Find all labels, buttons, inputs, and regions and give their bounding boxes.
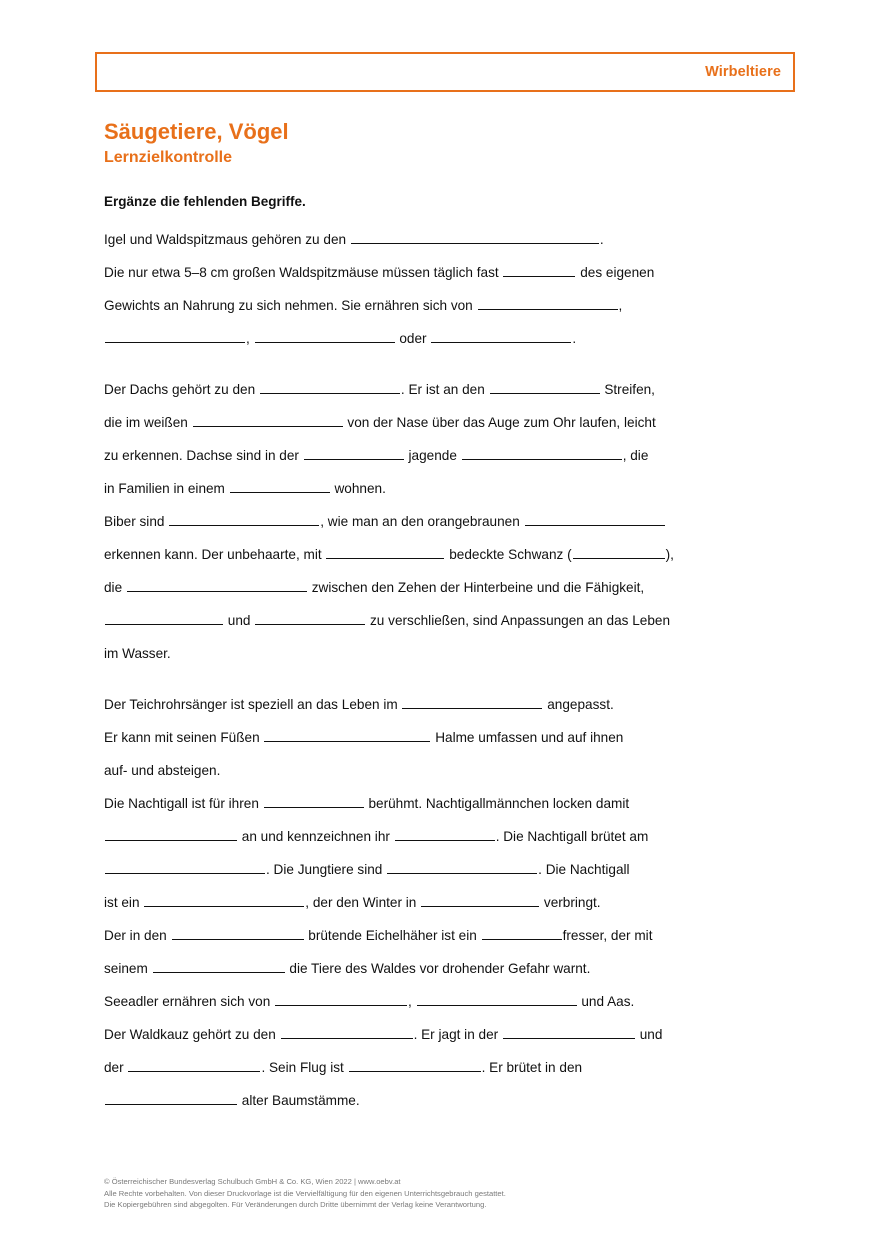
answer-blank[interactable] — [387, 859, 537, 874]
line-text: Biber sind — [104, 513, 169, 529]
line-text: . Die Nachtigall brütet am — [495, 828, 649, 844]
answer-blank[interactable] — [169, 511, 319, 526]
block-dachs-biber — [104, 373, 794, 670]
exercise-line — [104, 787, 794, 820]
answer-blank[interactable] — [490, 379, 600, 394]
line-text: zu erkennen. Dachse sind in der — [104, 447, 303, 463]
line-text: . Er jagt in der — [413, 1026, 502, 1042]
line-text: . Die Nachtigall — [538, 861, 630, 877]
instruction-text: Ergänze die fehlenden Begriffe. — [104, 193, 306, 209]
footer-line-1: © Österreichischer Bundesverlag Schulbuch GmbH & Co. KG, Wien 2022 | www.oebv.at — [104, 1177, 401, 1186]
line-text: wohnen. — [330, 480, 386, 496]
line-text: zwischen den Zehen der Hinterbeine und die Fähigkeit, — [307, 579, 645, 595]
answer-blank[interactable] — [304, 445, 404, 460]
line-text: alter Baumstämme. — [238, 1092, 360, 1108]
exercise-line — [104, 820, 794, 853]
line-text: Die Nachtigall ist für ihren — [104, 795, 263, 811]
exercise-line — [104, 571, 794, 604]
answer-blank[interactable] — [255, 610, 365, 625]
answer-blank[interactable] — [153, 958, 285, 973]
line-text: seinem — [104, 960, 152, 976]
line-text: Streifen, — [600, 381, 655, 397]
answer-blank[interactable] — [275, 991, 407, 1006]
block-insektenfresser — [104, 223, 794, 355]
line-text: bedeckte Schwanz ( — [445, 546, 572, 562]
answer-blank[interactable] — [349, 1057, 481, 1072]
exercise-line — [104, 886, 794, 919]
exercise-blocks — [104, 223, 794, 1117]
answer-blank[interactable] — [172, 925, 304, 940]
line-text: oder — [395, 330, 431, 346]
exercise-line — [104, 256, 794, 289]
line-text: Halme umfassen und auf ihnen — [431, 729, 624, 745]
answer-blank[interactable] — [105, 610, 223, 625]
exercise-line — [104, 637, 794, 670]
exercise-line — [104, 919, 794, 952]
line-text: . Sein Flug ist — [261, 1059, 348, 1075]
answer-blank[interactable] — [230, 478, 330, 493]
line-text: , wie man an den orangebraunen — [320, 513, 524, 529]
answer-blank[interactable] — [525, 511, 665, 526]
line-text: . Er ist an den — [400, 381, 489, 397]
answer-blank[interactable] — [105, 859, 265, 874]
line-text: Igel und Waldspitzmaus gehören zu den — [104, 231, 350, 247]
line-text: . — [599, 231, 604, 247]
footer-line-2: Alle Rechte vorbehalten. Von dieser Druckvorlage ist die Vervielfältigung für den eigenen Unterrichtsgebrauch gestattet. — [104, 1188, 506, 1198]
exercise-line — [104, 721, 794, 754]
category-label: Wirbeltiere — [705, 64, 781, 80]
answer-blank[interactable] — [193, 412, 343, 427]
header-band — [95, 52, 795, 92]
line-text: , — [408, 993, 416, 1009]
line-text: Der in den — [104, 927, 171, 943]
answer-blank[interactable] — [402, 694, 542, 709]
line-text: erkennen kann. Der unbehaarte, mit — [104, 546, 326, 562]
exercise-line — [104, 505, 794, 538]
line-text: . Die Jungtiere sind — [266, 861, 387, 877]
footer-line-3: Die Kopiergebühren sind abgegolten. Für Veränderungen durch Dritte übernimmt der Verlag keine Verantwortung. — [104, 1200, 487, 1209]
answer-blank[interactable] — [326, 544, 444, 559]
answer-blank[interactable] — [482, 925, 562, 940]
line-text: . Er brütet in den — [481, 1059, 583, 1075]
line-text: , — [618, 297, 623, 313]
answer-blank[interactable] — [573, 544, 665, 559]
exercise-line — [104, 406, 794, 439]
exercise-line — [104, 853, 794, 886]
answer-blank[interactable] — [417, 991, 577, 1006]
line-text: Die nur etwa 5–8 cm großen Waldspitzmäuse müssen täglich fast — [104, 264, 503, 280]
answer-blank[interactable] — [260, 379, 400, 394]
line-text: ), — [665, 546, 674, 562]
block-spacer — [104, 670, 794, 688]
line-text: die — [104, 579, 126, 595]
line-text: ist ein — [104, 894, 144, 910]
line-text: , die — [622, 447, 649, 463]
line-text: und — [635, 1026, 663, 1042]
answer-blank[interactable] — [503, 262, 575, 277]
line-text: im Wasser. — [104, 645, 171, 661]
answer-blank[interactable] — [127, 577, 307, 592]
answer-blank[interactable] — [264, 793, 364, 808]
answer-blank[interactable] — [478, 295, 618, 310]
answer-blank[interactable] — [255, 328, 395, 343]
line-text: , — [246, 330, 254, 346]
answer-blank[interactable] — [144, 892, 304, 907]
line-text: an und kennzeichnen ihr — [238, 828, 394, 844]
answer-blank[interactable] — [281, 1024, 413, 1039]
footer-copyright — [104, 1176, 804, 1211]
line-text: Der Teichrohrsänger ist speziell an das Leben im — [104, 696, 402, 712]
worksheet-content — [104, 118, 794, 1117]
line-text: jagende — [404, 447, 461, 463]
answer-blank[interactable] — [264, 727, 430, 742]
exercise-line — [104, 754, 794, 787]
exercise-line — [104, 439, 794, 472]
answer-blank[interactable] — [351, 229, 599, 244]
exercise-line — [104, 952, 794, 985]
line-text: und Aas. — [577, 993, 635, 1009]
exercise-line — [104, 985, 794, 1018]
line-text: Er kann mit seinen Füßen — [104, 729, 264, 745]
line-text: angepasst. — [543, 696, 614, 712]
exercise-line — [104, 1051, 794, 1084]
line-text: zu verschließen, sind Anpassungen an das Leben — [366, 612, 671, 628]
line-text: des eigenen — [576, 264, 655, 280]
line-text: , der den Winter in — [305, 894, 421, 910]
answer-blank[interactable] — [105, 1090, 237, 1105]
line-text: Seeadler ernähren sich von — [104, 993, 275, 1009]
answer-blank[interactable] — [395, 826, 495, 841]
line-text: . — [572, 330, 577, 346]
exercise-line — [104, 1018, 794, 1051]
answer-blank[interactable] — [105, 328, 245, 343]
line-text: der — [104, 1059, 128, 1075]
line-text: die Tiere des Waldes vor drohender Gefahr warnt. — [285, 960, 591, 976]
exercise-line — [104, 538, 794, 571]
answer-blank[interactable] — [431, 328, 571, 343]
line-text: fresser, der mit — [562, 927, 653, 943]
exercise-line — [104, 1084, 794, 1117]
line-text: Der Waldkauz gehört zu den — [104, 1026, 280, 1042]
page-subtitle: Lernzielkontrolle — [104, 148, 233, 166]
exercise-line — [104, 322, 794, 355]
line-text: in Familien in einem — [104, 480, 229, 496]
exercise-line — [104, 472, 794, 505]
line-text: Gewichts an Nahrung zu sich nehmen. Sie ernähren sich von — [104, 297, 477, 313]
block-voegel — [104, 688, 794, 1117]
line-text: und — [224, 612, 255, 628]
block-spacer — [104, 355, 794, 373]
exercise-line — [104, 223, 794, 256]
line-text: brütende Eichelhäher ist ein — [304, 927, 481, 943]
line-text: die im weißen — [104, 414, 192, 430]
answer-blank[interactable] — [503, 1024, 635, 1039]
line-text: von der Nase über das Auge zum Ohr laufen, leicht — [343, 414, 656, 430]
exercise-line — [104, 289, 794, 322]
answer-blank[interactable] — [462, 445, 622, 460]
answer-blank[interactable] — [128, 1057, 260, 1072]
page-title: Säugetiere, Vögel — [104, 119, 289, 144]
exercise-line — [104, 688, 794, 721]
exercise-line — [104, 373, 794, 406]
line-text: auf- und absteigen. — [104, 762, 221, 778]
answer-blank[interactable] — [105, 826, 237, 841]
line-text: berühmt. Nachtigallmännchen locken damit — [364, 795, 630, 811]
line-text: Der Dachs gehört zu den — [104, 381, 259, 397]
line-text: verbringt. — [540, 894, 601, 910]
answer-blank[interactable] — [421, 892, 539, 907]
exercise-line — [104, 604, 794, 637]
